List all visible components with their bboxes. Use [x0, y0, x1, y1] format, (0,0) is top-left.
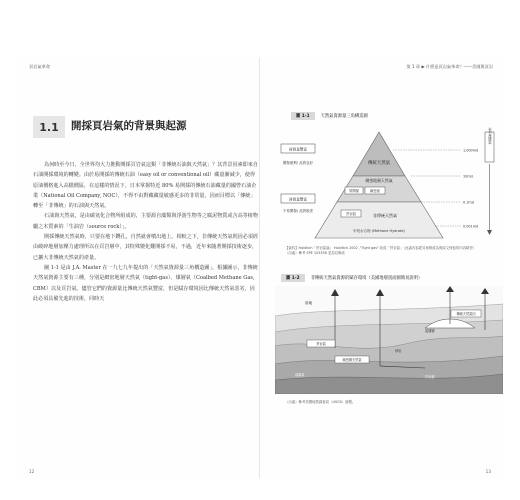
figure-1-caption [285, 246, 485, 256]
label-reservoir: 氣儲層 [425, 329, 435, 333]
right-page [261, 58, 505, 478]
page-number-left: 12 [29, 469, 35, 474]
tier-conventional: 傳統天然氣 [368, 161, 390, 166]
figure-2-source: （出處）參考美國地質調查局（USGS）繪製。 [285, 400, 356, 404]
depth-label-2: 10md [463, 174, 473, 179]
figure-1-tag: 圖 1-1 [291, 112, 315, 120]
label-shale-layer: 頁岩層 [425, 375, 435, 379]
figure-1-note: 【資料】Holditch「頁岩氣論」 Holditch 2002 ,"Tight gas" 改成「頁岩氣」（此處內容經另案修改為與原文保留的內容略差） [285, 246, 477, 250]
section-number: 1.1 [33, 116, 65, 138]
running-head-left: 頁岩氣革命 [29, 64, 50, 69]
depth-label-3: 0.1md [463, 200, 474, 205]
paragraph: 圖 1-1 是由 J.A. Master 在一九七九年提出的「天然氣資源量三角構造圖」。根據圖示，非傳統天然氣資源主要有三種，分別是緻密地層天然氣（tight-gas）、煤層氣（Coalbed Methane Gas, CBM）以及頁岩氣。儘管它們的資源量比傳統天然氣豐富，但是賦存環境因比傳統天然氣惡劣，因此必須具備先進的技術，同時天 [33, 264, 258, 302]
body-text [33, 160, 258, 304]
label-conventional-field: 傳統天然氣田 [456, 312, 476, 316]
section-title: 開採頁岩氣的背景與起源 [71, 120, 187, 132]
box-tight-oil: 緻密油 [370, 189, 380, 193]
figure-2-tag: 圖 1-2 [281, 274, 305, 282]
pyramid-diagram [275, 124, 503, 244]
left-label-4: 不易開發/ 品質較差 [282, 209, 314, 213]
paragraph: 石油與天然氣，是由碳氫化合物所組成的，主要源自藻類與浮游生物等之腐泥物質或含高等植物屬之木質素的「生油岩（source rock）」。 [33, 213, 258, 230]
side-label: 岩石滲透率 [487, 127, 492, 145]
cross-section-diagram [275, 286, 503, 394]
tier-hydrate: 甲烷水合物 (Methane Hydrate) [353, 229, 405, 233]
depth-label-4: 0.001md [463, 224, 479, 229]
left-label-1: 資源量豐富 [289, 147, 307, 152]
label-cbm: 煤層氣 [295, 373, 305, 377]
paragraph: 為何時至今日，全世界均大力推動開採頁岩氣這類「非傳統石油與天然氣」？其背景因素即來自石油開採環境的轉變。由於易開採的傳統石油（easy oil or conventional oil）藏量漸減少，使得原油價格進入高檔價區，在這樣的情況下，日本掌握特近 80% 易開採的傳統石油藏量的國營石油企業（National Oil Company, NOC），不得不由對藏藏量敏感更多的非常量，因而目標以「傳統」轉至「非傳統」的石油與天然氣。 [33, 162, 258, 210]
figure-1-source: （出處）參考 SPE 103356 並加以修改 [285, 251, 345, 255]
running-head-right: 第 1 章 ▶ 什麼是頁岩氣革命？——美國與頁岩 [406, 64, 493, 69]
depth-label-1: 1,000md [463, 148, 479, 153]
figure-2-label [281, 274, 422, 282]
page-number-right: 13 [485, 469, 491, 474]
left-label-3: 資源量豐富 [289, 197, 307, 202]
left-label-2: 開發便利/ 品質良好 [282, 161, 314, 165]
box-easy: 易開採 [349, 189, 359, 193]
figure-1-title: 天然氣資源量三角構造圖 [320, 114, 368, 119]
label-tight-gas: 緻密層天然氣 [342, 358, 362, 362]
label-shale-gas: 頁岩氣 [316, 342, 326, 346]
figure-1-label [291, 112, 368, 120]
figure-2-title: 非傳統天然氣資源的賦存環境（美國地層剖面圖簡易說明） [310, 276, 423, 281]
paragraph: 開採傳統天然氣時，只要在地下鑽孔，自然就會噴出地上。相較之下，非傳統天然氣則因必須經由破碎地層加壓力處理所以在頁岩層中，其特殊變化難開採不易，不過，近年來隨著開採技術逐步，已擴大非傳統天然氣的產量。 [33, 234, 258, 261]
tier-unconventional: 非傳統天然氣 [373, 213, 397, 218]
box-shale-gas: 頁岩氣 [346, 212, 356, 216]
left-page [15, 58, 260, 478]
label-sandstone: 砂岩 [395, 349, 402, 353]
label-land: 陸地 [305, 301, 313, 305]
figure-2-caption [285, 400, 485, 405]
pyramid-top [353, 132, 405, 176]
tier-tight-gas: 緻密地層天然氣 [365, 178, 393, 183]
